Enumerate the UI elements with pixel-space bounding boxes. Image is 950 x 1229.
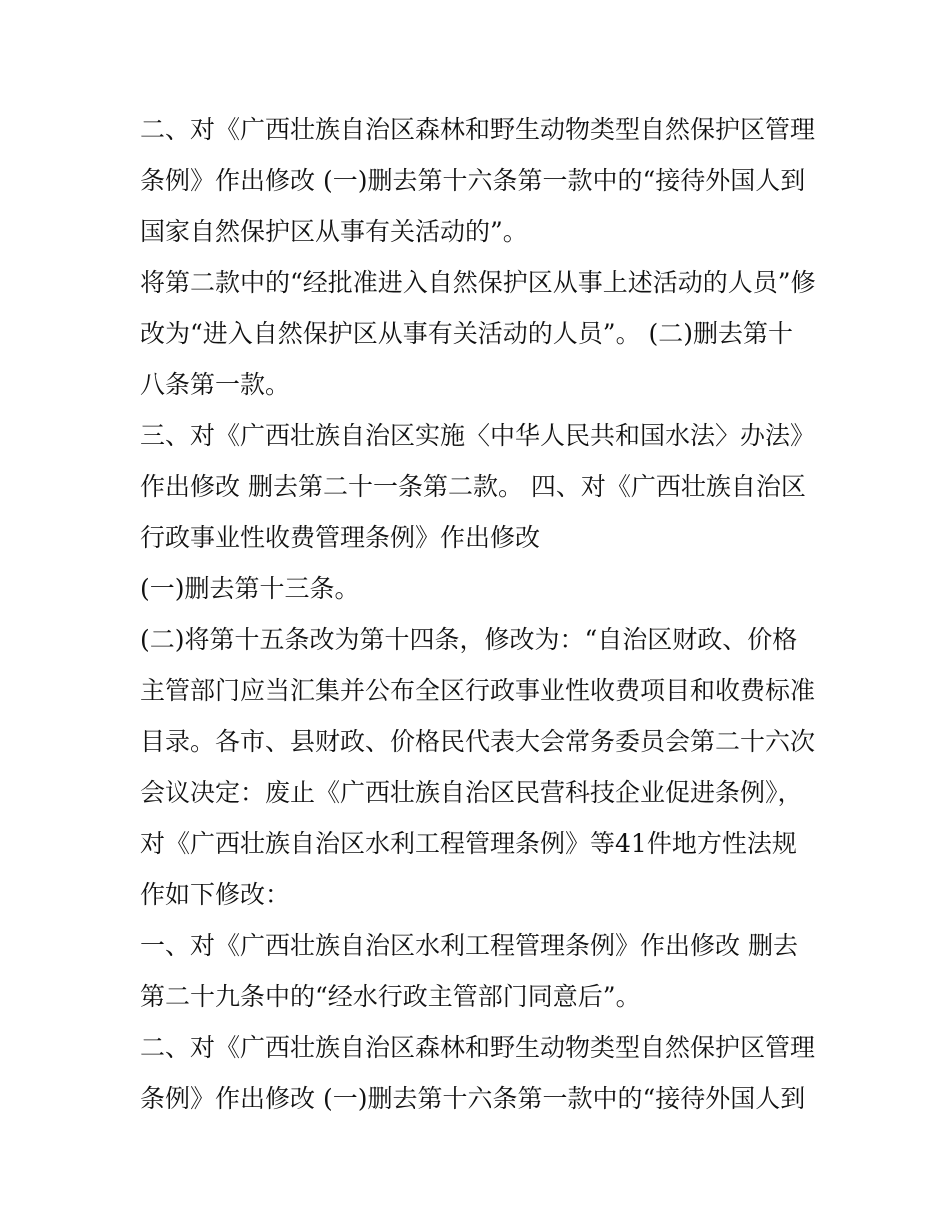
paragraph-2: 将第二款中的“经批准进入自然保护区从事上述活动的人员”修改为“进入自然保护区从事有关活动的人员”。 (二)删去第十八条第一款。 [140,268,816,399]
paragraph-1: 二、对《广西壮族自治区森林和野生动物类型自然保护区管理条例》作出修改 (一)删去第十六条第一款中的“接待外国人到国家自然保护区从事有关活动的”。 [140,115,816,246]
document-body [140,104,818,1124]
paragraph-7: 二、对《广西壮族自治区森林和野生动物类型自然保护区管理条例》作出修改 (一)删去第十六条第一款中的“接待外国人到 [140,1033,816,1113]
paragraph-6: 一、对《广西壮族自治区水利工程管理条例》作出修改 删去第二十九条中的“经水行政主管部门同意后”。 [140,931,798,1011]
paragraph-4: (一)删去第十三条。 [140,574,360,603]
paragraph-3: 三、对《广西壮族自治区实施〈中华人民共和国水法〉办法》作出修改 删去第二十一条第二款。 四、对《广西壮族自治区行政事业性收费管理条例》作出修改 [140,421,816,552]
paragraph-5: (二)将第十五条改为第十四条，修改为：“自治区财政、价格主管部门应当汇集并公布全区行政事业性收费项目和收费标准目录。各市、县财政、价格民代表大会常务委员会第二十六次会议决定：废止《广西壮族自治区民营科技企业促进条例》，对《广西壮族自治区水利工程管理条例》等41件地方性法规作如下修改： [140,625,816,909]
